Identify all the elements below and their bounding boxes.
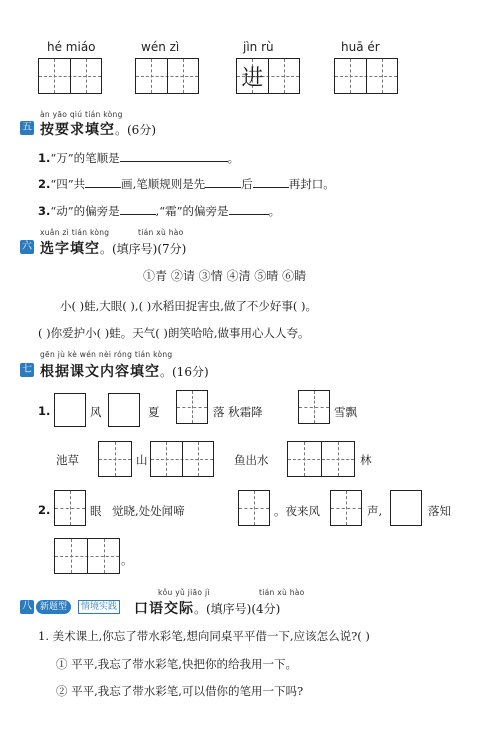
- s8-option-1: ① 平平,我忘了带水彩笔,快把你的给我用一下。: [56, 657, 297, 671]
- s6-options: ①青 ②请 ③情 ④清 ⑤晴 ⑥睛: [143, 269, 307, 283]
- answer-blank[interactable]: [205, 176, 241, 188]
- section7-title: 根据课文内容填空。(16分): [40, 364, 209, 380]
- s5-question-3: 3.“动”的偏旁是 ,“霜”的偏旁是 。: [38, 204, 281, 218]
- char-box[interactable]: [54, 490, 86, 526]
- s7-text-xuepiao: 雪飘: [334, 405, 357, 419]
- section5-title: 按要求填空。(6分): [40, 122, 156, 138]
- writing-grid-1[interactable]: [38, 58, 102, 94]
- s7-text-end: 。: [121, 553, 133, 567]
- pinyin-word-2: wén zì: [141, 40, 180, 54]
- char-box[interactable]: [390, 490, 422, 526]
- char-box-double[interactable]: [54, 538, 120, 574]
- s7-text-luo: 落 秋霜降: [213, 405, 263, 419]
- answer-blank[interactable]: [253, 176, 289, 188]
- section6-title: 选字填空。(填序号)(7分): [40, 241, 187, 257]
- writing-grid-3[interactable]: [236, 58, 300, 94]
- new-question-type-pill: 新题型: [36, 600, 71, 614]
- char-box[interactable]: [108, 393, 140, 427]
- char-box[interactable]: [98, 441, 132, 477]
- s7-text-yuchu: 鱼出水: [234, 453, 269, 467]
- s7-text-juexiao: 觉晓,处处闻啼: [112, 504, 185, 518]
- section5-badge: 五: [22, 122, 32, 133]
- pinyin-word-3: jìn rù: [243, 40, 274, 54]
- section6-badge: 六: [22, 241, 32, 252]
- section5-pinyin: àn yāo qiú tián kòng: [40, 110, 123, 119]
- s8-question-1: 1. 美术课上,你忘了带水彩笔,想向同桌平平借一下,应该怎么说?( ): [38, 629, 370, 643]
- section7-badge: 七: [22, 364, 32, 375]
- section6-pinyin-2: tián xù hào: [138, 228, 184, 237]
- pinyin-word-1: hé miáo: [47, 40, 96, 54]
- s6-line-2: ( )你爱护小( )蛙。天气( )朗笑哈哈,做事用心人人夸。: [38, 326, 310, 340]
- char-box[interactable]: [176, 390, 208, 424]
- writing-grid-2[interactable]: [135, 58, 199, 94]
- char-box-double[interactable]: [287, 441, 355, 477]
- section6-pinyin-1: xuǎn zì tián kòng: [40, 228, 110, 237]
- char-box[interactable]: [238, 490, 270, 526]
- given-character: 进: [241, 66, 264, 91]
- char-box[interactable]: [330, 490, 362, 526]
- s7-text-shan: 山: [136, 453, 148, 467]
- s7-text-yelai: 。夜来风: [274, 504, 320, 518]
- s7-text-feng: 风: [90, 405, 102, 419]
- scenario-practice-tag: 情境实践: [78, 600, 120, 614]
- section8-badge: 八: [22, 601, 32, 612]
- s7-text-chicao: 池草: [56, 453, 79, 467]
- answer-blank[interactable]: [85, 176, 121, 188]
- answer-blank[interactable]: [120, 203, 156, 215]
- s7-q2-number: 2.: [38, 503, 51, 517]
- answer-blank[interactable]: [229, 203, 269, 215]
- section8-pinyin-1: kǒu yǔ jiāo jì: [158, 588, 210, 597]
- char-box-double[interactable]: [150, 441, 214, 477]
- s7-text-mian: 眼: [90, 504, 102, 518]
- s7-text-xia: 夏: [148, 405, 160, 419]
- s6-line-1: 小( )蛙,大眼( ),( )水稻田捉害虫,做了不少好事( )。: [60, 299, 317, 313]
- s5-question-1: 1.“万”的笔顺是 。: [38, 151, 240, 165]
- section7-pinyin: gēn jù kè wén nèi róng tián kòng: [40, 350, 173, 359]
- pinyin-word-4: huā ér: [341, 40, 380, 54]
- answer-blank[interactable]: [120, 150, 228, 162]
- s8-option-2: ② 平平,我忘了带水彩笔,可以借你的笔用一下吗?: [56, 684, 304, 698]
- s7-text-sheng: 声,: [367, 504, 383, 518]
- section8-pinyin-2: tián xù hào: [259, 588, 305, 597]
- writing-grid-4[interactable]: [334, 58, 398, 94]
- char-box[interactable]: [54, 393, 86, 427]
- s7-q1-number: 1.: [38, 404, 51, 418]
- char-box[interactable]: [298, 390, 330, 424]
- section8-title: 口语交际。(填序号)(4分): [134, 601, 281, 617]
- s7-text-luozhi: 落知: [428, 504, 451, 518]
- s5-question-2: 2.“四”共 画,笔顺规则是先 后 再封口。: [38, 177, 335, 191]
- s7-text-lin: 林: [360, 453, 372, 467]
